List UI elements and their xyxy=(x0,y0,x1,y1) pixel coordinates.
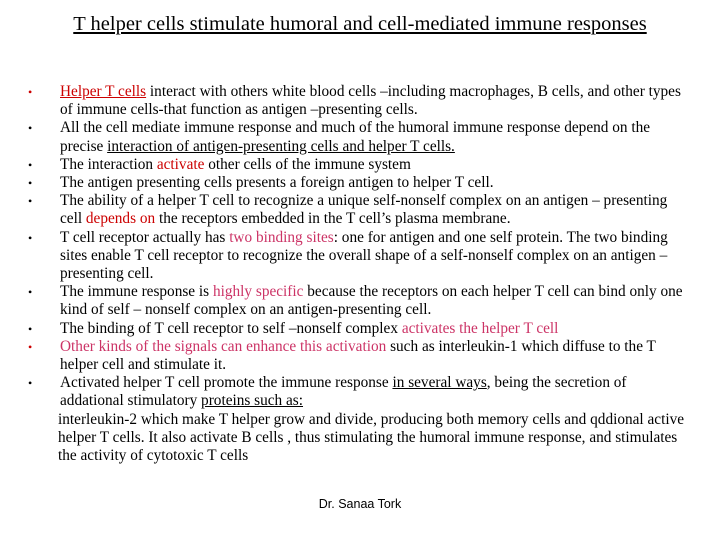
underlined-text: interaction of antigen-presenting cells and helper T cells. xyxy=(107,137,455,155)
continuation-paragraph xyxy=(28,411,688,466)
item-text: other cells of the immune system xyxy=(204,155,411,173)
highlight-text: two binding sites xyxy=(229,228,334,246)
highlight-text: depends on xyxy=(85,210,156,228)
item-text: The ability of a helper T cell to recognize a unique self-nonself complex on an antigen – presenting cell xyxy=(60,192,668,228)
item-text: the receptors embedded in the T cell’s plasma membrane. xyxy=(155,210,511,228)
list-item xyxy=(28,156,688,174)
bullet-icon: • xyxy=(28,157,33,172)
bullet-icon: • xyxy=(28,85,33,99)
underlined-text: in several ways xyxy=(392,374,487,392)
item-text: interact with others white blood cells –including macrophages, B cells, and other types of immune cells-that function as antigen –presenting cells. xyxy=(60,83,681,119)
underlined-text: proteins such as: xyxy=(201,392,304,410)
highlight-text: activate xyxy=(156,155,205,173)
highlight-text: Helper T cells xyxy=(60,83,147,100)
list-item xyxy=(28,83,688,119)
list-item xyxy=(28,229,688,284)
item-text: because the receptors on each helper T cell can bind only one kind of self – nonself complex on an antigen-presenting cell. xyxy=(60,283,683,319)
bullet-icon: • xyxy=(28,176,33,191)
highlight-text: activates the helper T cell xyxy=(401,319,559,337)
item-text: T cell receptor actually has xyxy=(60,228,230,246)
item-text: Activated helper T cell promote the immune response xyxy=(60,374,393,392)
author-footer: Dr. Sanaa Tork xyxy=(318,497,402,511)
list-item xyxy=(28,338,688,374)
continuation-text: which make T helper grow and divide, producing both memory cells and qddional active helper T cells. It also activate B cells , thus stimulating the humoral immune response, and stimulates the activity of cytotoxic T cells xyxy=(58,410,685,465)
list-item xyxy=(28,119,688,155)
list-item xyxy=(28,374,688,410)
bullet-icon: • xyxy=(28,285,33,300)
bullet-icon: • xyxy=(28,321,33,336)
item-text: The interaction xyxy=(60,155,157,173)
list-item xyxy=(28,320,688,338)
item-text: The antigen presenting cells presents a foreign antigen to helper T cell. xyxy=(60,174,494,192)
bullet-icon: • xyxy=(28,230,33,245)
list-item xyxy=(28,174,688,192)
bullet-icon: • xyxy=(28,376,33,391)
highlight-text: Other kinds of the signals can enhance this activation xyxy=(60,337,387,355)
slide-title: T helper cells stimulate humoral and cell-mediated immune responses xyxy=(73,13,647,35)
item-text: , being the secretion of addational stimulatory xyxy=(60,374,627,410)
bullet-icon: • xyxy=(28,339,33,354)
highlight-text: highly specific xyxy=(212,283,304,301)
bullet-icon: • xyxy=(28,194,33,209)
item-text: such as interleukin-1 which diffuse to the T helper cell and stimulate it. xyxy=(60,337,656,374)
item-text: : one for antigen and one self protein. The two binding sites enable T cell receptor to recognize the overall shape of a self-nonself complex on an antigen –presenting cell. xyxy=(60,228,668,283)
bullet-icon: • xyxy=(28,121,33,136)
list-item xyxy=(28,283,688,319)
list-item xyxy=(28,192,688,228)
item-text: The binding of T cell receptor to self –nonself complex xyxy=(60,319,402,337)
bullet-list xyxy=(28,83,688,465)
continuation-term: interleukin-2 xyxy=(58,410,138,428)
item-text: All the cell mediate immune response and much of the humoral immune response depend on the precise xyxy=(60,119,651,155)
item-text: The immune response is xyxy=(60,283,213,301)
